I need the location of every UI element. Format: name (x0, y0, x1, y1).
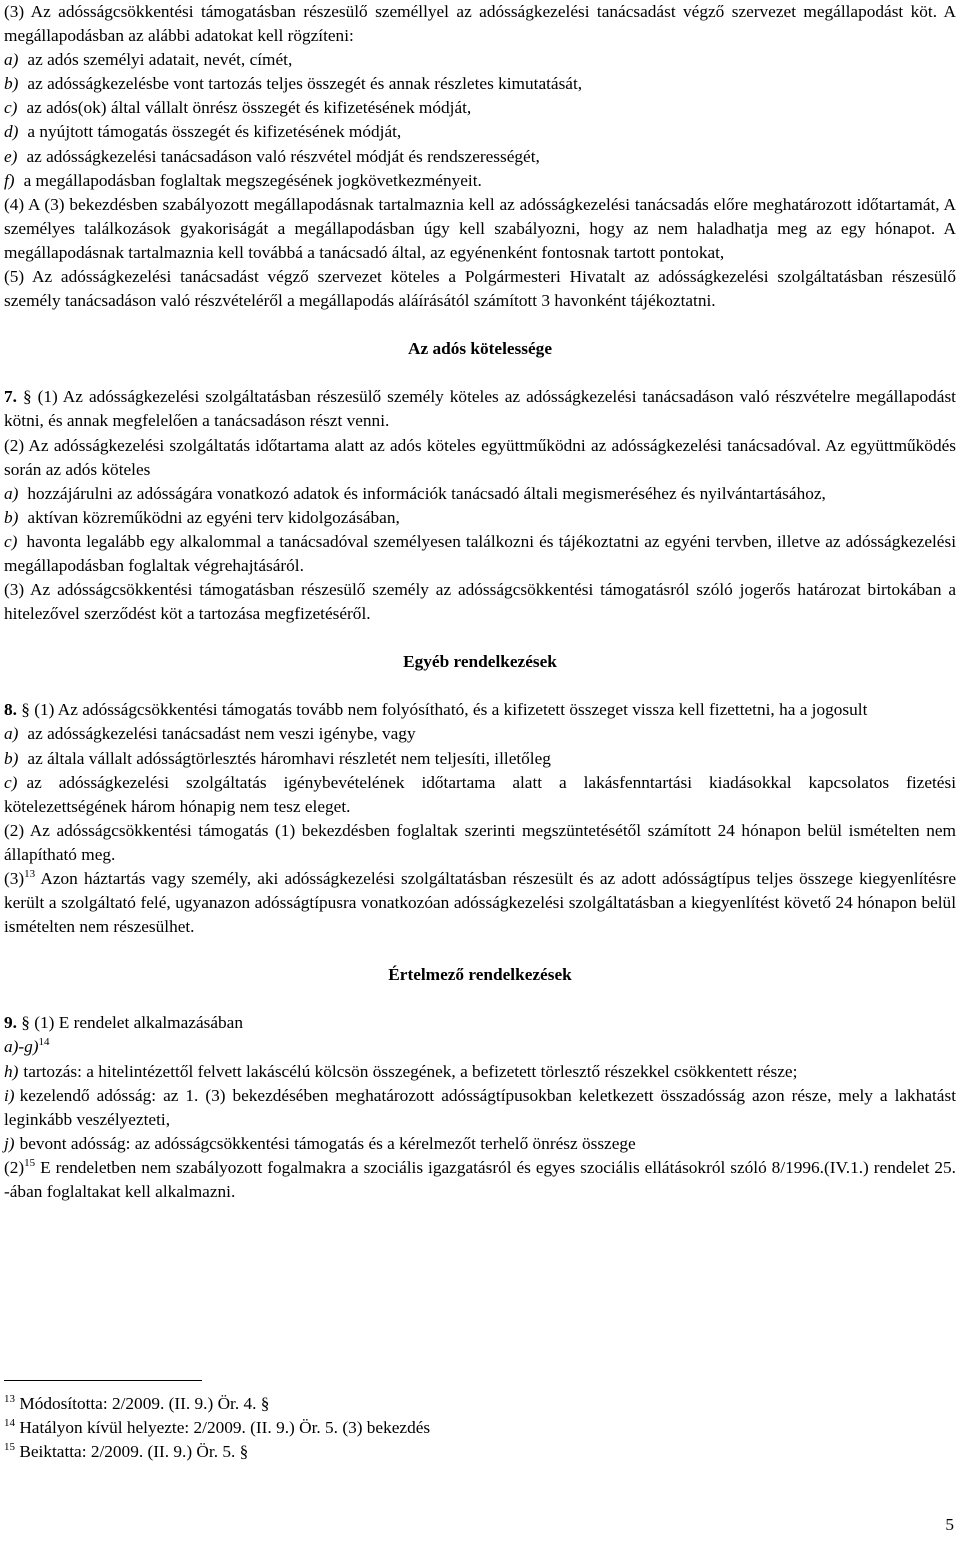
list-item-label: a)-g) (4, 1037, 39, 1057)
footnotes (4, 1392, 904, 1464)
paragraph-4 (4, 193, 956, 265)
paragraph-lead: (3) (4, 869, 25, 888)
list-item (4, 482, 956, 506)
footnote-number: 14 (4, 1417, 15, 1429)
list-item-text: az adósságkezelési tanácsadáson való részvétel módját és rendszerességét, (26, 146, 540, 166)
list-item-label: c) (4, 98, 18, 118)
section-9-paragraph-2 (4, 1156, 956, 1204)
footnote-text: Hatályon kívül helyezte: 2/2009. (II. 9.) Ör. 5. (3) bekezdés (19, 1418, 431, 1437)
list-item-label: b) (4, 748, 19, 768)
section-sign-icon: § (239, 1442, 249, 1461)
list-item-label: c) (4, 531, 18, 551)
paragraph-5: (5) Az adósságkezelési tanácsadást végző szervezet köteles a Polgármesteri Hivatalt az adósságkezelési szolgáltatásban részesülő személy tanácsadáson való részvételéről a megállapodás aláírásától számított 3 havonként tájékoztatni. (4, 267, 956, 311)
section-sign-icon: § (21, 700, 30, 720)
section-heading-debtor-obligation: Az adós kötelessége (408, 339, 552, 359)
footnote (4, 1440, 904, 1464)
list-item-text: bevont adósság: az adósságcsökkentési támogatás és a kérelmezőt terhelő önrész összege (19, 1133, 636, 1153)
paragraph-4-part-a: (4) A (3) bekezdésben szabályozott megállapodásnak tartalmaznia kell az adósságkezelési tanácsadás előre meghatározott időtartamát, A személyes találkozások gyakoriságát a megállapodásban úgy kell szabályozni, hogy az nem haladhatja meg az egy hónapot. (4, 194, 956, 238)
list-item-text: tartozás: a hitelintézettől felvett lakáscélú kölcsön összegének, a befizetett törlesztő részekkel csökkentett része; (23, 1061, 798, 1081)
list-item-text: aktívan közreműködni az egyéni terv kidolgozásában, (27, 507, 400, 527)
list-item-label: a) (4, 724, 19, 744)
section-7-paragraph-2: (2) Az adósságkezelési szolgáltatás időtartama alatt az adós köteles együttműködni az adósságkezelési tanácsadóval. Az együttműködés során az adós köteles (4, 435, 956, 479)
section-7-paragraph-1 (4, 385, 956, 433)
list-item-text: az adós személyi adatait, nevét, címét, (27, 50, 293, 70)
list-item-text: a nyújtott támogatás összegét és kifizetésének módját, (27, 122, 402, 142)
list-item-text: az adósságkezelésbe vont tartozás teljes összegét és annak részletes kimutatását, (27, 74, 583, 94)
footnote-divider (4, 1380, 202, 1381)
definition-item (4, 1132, 956, 1156)
list-item-text: az adósságkezelési szolgáltatás igénybevételének időtartama alatt a lakásfenntartási kiadásokkal kapcsolatos fizetési kötelezettségének három hónapig nem tesz eleget. (4, 772, 956, 816)
list-item (4, 96, 956, 120)
list-item-text: kezelendő adósság: az 1. (3) bekezdésében meghatározott adósságtípusokban keletkezett összadósság azon része, mely a lakhatást leginkább veszélyezteti, (4, 1085, 956, 1129)
section-heading-definitions: Értelmező rendelkezések (388, 965, 572, 985)
footnote-text: Módosította: 2/2009. (II. 9.) Ör. 4. (19, 1394, 257, 1413)
section-heading-other-provisions: Egyéb rendelkezések (403, 652, 557, 672)
list-item (4, 120, 956, 144)
list-item (4, 747, 956, 771)
paragraph-4-part-b: A megállapodásnak tartalmaznia kell továbbá a tanácsadó által, az egyénenként fontosnak tartott pontokat, (4, 218, 956, 262)
footnote-ref[interactable]: 15 (24, 1156, 36, 1169)
list-item (4, 72, 956, 96)
footnote-ref[interactable]: 14 (38, 1036, 50, 1049)
list-item-label: f) (4, 170, 15, 190)
list-item-label: a) (4, 483, 19, 503)
section-7-paragraph-3: (3) Az adósságcsökkentési támogatásban részesülő személy az adósságcsökkentési támogatásról szóló jogerős határozat birtokában a hitelezővel szerződést köt a tartozása megfizetéséről. (4, 580, 956, 624)
footnote-number: 15 (4, 1441, 15, 1453)
list-item-text: az adós(ok) által vállalt önrész összegét és kifizetésének módját, (26, 98, 472, 118)
list-item-text: havonta legalább egy alkalommal a tanácsadóval személyesen találkozni és tájékoztatni az egyéni tervben, illetve az adósságkezelési megállapodásban foglaltak végrehajtásáról. (4, 531, 956, 575)
list-item (4, 48, 956, 72)
paragraph-text: E rendeletben nem szabályozott fogalmakra a szociális igazgatásról és egyes szociális ellátásokról szóló 8/1996.(IV.1.) rendelet 25. -ában foglaltakat kell alkalmazni. (4, 1157, 956, 1202)
footnote (4, 1416, 904, 1440)
paragraph-text: (1) E rendelet alkalmazásában (34, 1013, 243, 1033)
page-number: 5 (945, 1515, 954, 1534)
section-8-paragraph-1 (4, 698, 956, 722)
list-item-text: az adósságkezelési tanácsadást nem veszi igénybe, vagy (27, 724, 416, 744)
list-item-text: a megállapodásban foglaltak megszegésének jogkövetkezményeit. (23, 170, 482, 190)
footnote (4, 1392, 904, 1416)
document-page (4, 0, 956, 1204)
definition-item (4, 1060, 956, 1084)
section-number: 9. (4, 1013, 17, 1033)
section-8-paragraph-3 (4, 867, 956, 939)
footnote-ref[interactable]: 13 (24, 868, 36, 880)
section-8-paragraph-2: (2) Az adósságcsökkentési támogatás (1) bekezdésben foglaltak szerinti megszüntetésétől számított 24 hónapon belül ismételten nem állapítható meg. (4, 820, 956, 864)
list-item-label: i) (4, 1085, 15, 1105)
list-item (4, 169, 956, 193)
list-item-label: b) (4, 507, 19, 527)
paragraph-3-agreement: (3) Az adósságcsökkentési támogatásban részesülő személlyel az adósságkezelési tanácsadást végző szervezet megállapodást köt. A megállapodásban az alábbi adatokat kell rögzíteni: (4, 2, 956, 46)
paragraph-text: (1) Az adósságcsökkentési támogatás tovább nem folyósítható, és a kifizetett összeget vissza kell fizettetni, ha a jogosult (34, 700, 868, 720)
definition-item (4, 1084, 956, 1132)
paragraph-lead: (2) (4, 1157, 25, 1177)
list-item-label: d) (4, 122, 19, 142)
section-number: 8. (4, 700, 17, 720)
list-item (4, 145, 956, 169)
agreement-items-list (4, 48, 956, 193)
list-item-label: b) (4, 74, 19, 94)
section-sign-icon: § (22, 387, 32, 407)
list-item-label: e) (4, 146, 18, 166)
footnote-text: Beiktatta: 2/2009. (II. 9.) Ör. 5. (19, 1442, 236, 1461)
list-item-label: h) (4, 1061, 19, 1081)
list-item (4, 530, 956, 578)
section-sign-icon: § (260, 1394, 270, 1413)
list-item-label: c) (4, 772, 18, 792)
section-number: 7. (4, 387, 17, 407)
list-item (4, 771, 956, 819)
list-item (4, 506, 956, 530)
list-item-label: j) (4, 1133, 15, 1153)
list-item-text: hozzájárulni az adósságára vonatkozó adatok és információk tanácsadó általi megismeréséhez és nyilvántartásához, (27, 483, 826, 503)
list-item-text: az általa vállalt adósságtörlesztés háromhavi részletét nem teljesíti, illetőleg (27, 748, 551, 768)
definition-item-repealed (4, 1035, 956, 1059)
section-9-paragraph-1 (4, 1011, 956, 1035)
list-item-label: a) (4, 50, 19, 70)
paragraph-text: (1) Az adósságkezelési szolgáltatásban részesülő személy köteles az adósságkezelési tanácsadáson való részvételre megállapodást kötni, és annak megfelelően a tanácsadáson részt venni. (4, 387, 956, 431)
footnote-number: 13 (4, 1393, 15, 1405)
section-sign-icon: § (21, 1013, 30, 1033)
list-item (4, 722, 956, 746)
paragraph-text: Azon háztartás vagy személy, aki adósságkezelési szolgáltatásban részesült és az adott adósságtípus teljes összege kiegyenlítésre került a szolgáltató felé, ugyanazon adósságtípusra vonatkozóan adósságkezelési szolgáltatásban a kiegyenlítést követő 24 hónapon belül ismételten nem részesülhet. (4, 869, 956, 937)
